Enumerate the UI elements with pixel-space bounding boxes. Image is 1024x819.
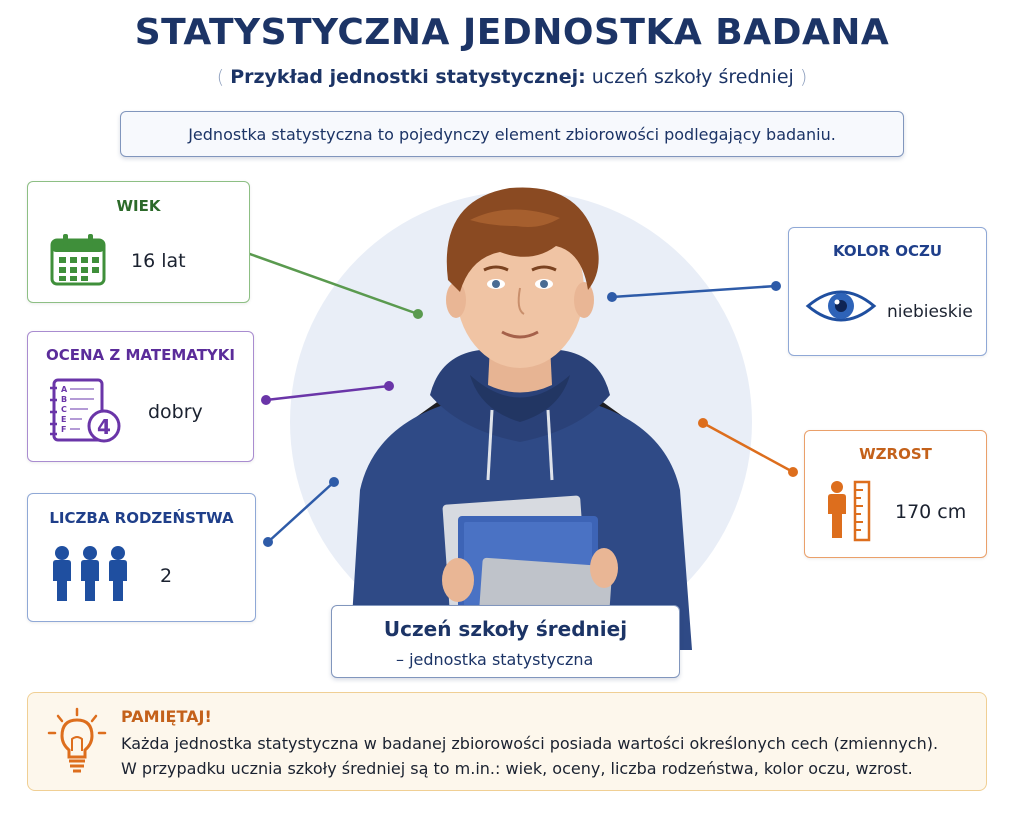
lightbulb-icon [46,707,108,773]
subtitle-close-bracket: ) [799,66,808,88]
grade-letter: A [61,385,68,394]
feature-value-math: dobry [148,401,203,423]
remember-title: PAMIĘTAJ! [121,707,212,726]
feature-title-age: WIEK [116,197,161,215]
student-caption [331,605,680,678]
page-title: STATYSTYCZNA JEDNOSTKA BADANA [134,12,890,53]
grade-letter: E [61,415,67,424]
feature-value-height: 170 cm [895,501,967,523]
feature-title-height: WZROST [859,445,932,463]
caption-title: Uczeń szkoły średniej [383,617,628,641]
student-illustration [320,160,720,650]
feature-card-math [27,331,254,462]
caption-subtitle: – jednostka statystyczna [396,650,594,669]
grade-sheet-icon [48,378,128,444]
feature-title-siblings: LICZBA RODZEŃSTWA [49,509,234,527]
feature-card-siblings [27,493,256,622]
feature-value-eye-color: niebieskie [887,302,973,322]
remember-box [27,692,987,791]
calendar-icon [50,232,106,288]
grade-letter: B [61,395,68,404]
remember-line-2: W przypadku ucznia szkoły średniej są to m.in.: wiek, oceny, liczba rodzeństwa, kolor oczu, wzrost. [121,759,913,778]
subtitle-open-bracket: ( [216,66,225,88]
remember-line-1: Każda jednostka statystyczna w badanej zbiorowości posiada wartości określonych cech (zmiennych). [121,734,939,753]
feature-card-age [27,181,250,303]
grade-letter: F [61,425,67,434]
grade-number: 4 [97,415,111,439]
subtitle-rest: uczeń szkoły średniej [585,66,794,88]
definition-text: Jednostka statystyczna to pojedynczy element zbiorowości podlegający badaniu. [188,124,836,144]
grade-letter: C [61,405,67,414]
feature-value-siblings: 2 [160,565,173,587]
feature-value-age: 16 lat [131,250,186,272]
height-ruler-icon [821,480,881,542]
siblings-icon [50,545,130,603]
feature-card-eye-color [788,227,987,356]
subtitle-strong: Przykład jednostki statystycznej: [230,66,586,88]
feature-title-math: OCENA Z MATEMATYKI [45,346,235,364]
eye-icon [805,284,877,328]
feature-card-height [804,430,987,558]
feature-title-eye-color: KOLOR OCZU [832,242,943,260]
